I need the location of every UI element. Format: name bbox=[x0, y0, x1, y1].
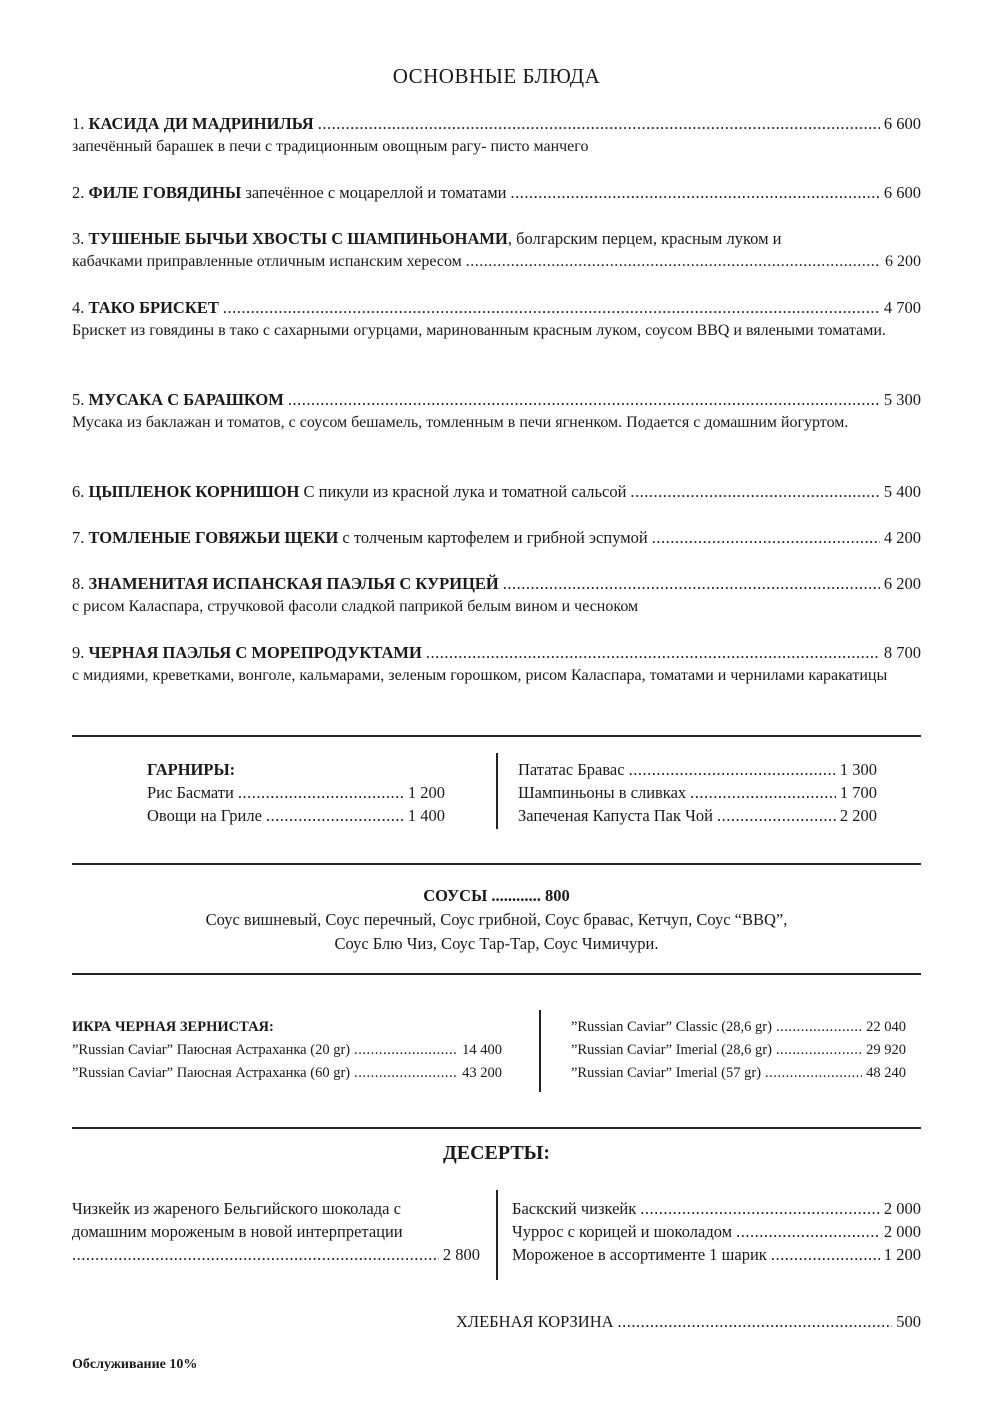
menu-line bbox=[512, 1220, 921, 1243]
dish-price: 6 200 bbox=[885, 253, 921, 270]
desserts-left bbox=[72, 1197, 480, 1266]
menu-text: домашним мороженым в новой интерпретации bbox=[72, 1222, 403, 1241]
dot-leader bbox=[466, 250, 881, 273]
menu-text: ХЛЕБНАЯ КОРЗИНА bbox=[456, 1312, 614, 1331]
menu-line bbox=[571, 1062, 906, 1085]
dot-leader bbox=[690, 781, 836, 804]
dot-leader bbox=[765, 1062, 862, 1085]
dot-leader bbox=[776, 1039, 862, 1062]
menu-text: Пататас Бравас bbox=[518, 760, 625, 779]
dish-description: Брискет из говядины в тако с сахарными огурцами, маринованным красным луком, соусом BBQ и вялеными томатами. bbox=[72, 322, 886, 339]
dot-leader bbox=[776, 1016, 862, 1039]
divider bbox=[496, 1190, 498, 1280]
menu-text: 2 000 bbox=[883, 1199, 921, 1218]
dish-price: 8 700 bbox=[883, 643, 921, 662]
menu-line bbox=[72, 641, 921, 664]
menu-line bbox=[72, 572, 921, 595]
dish-item bbox=[72, 526, 921, 549]
menu-text: 1 700 bbox=[839, 783, 877, 802]
dot-leader bbox=[266, 804, 404, 827]
divider bbox=[539, 1010, 541, 1092]
dish-description: с мидиями, креветками, вонголе, кальмарами, зеленым горошком, рисом Каласпара, томатами и чернилами каракатицы bbox=[72, 667, 888, 684]
menu-line bbox=[72, 1062, 502, 1085]
menu-text: 9. bbox=[72, 643, 85, 662]
dish-item bbox=[72, 641, 921, 687]
dish-title bbox=[72, 227, 781, 250]
menu-line bbox=[72, 296, 921, 319]
menu-text: Овощи на Гриле bbox=[147, 806, 262, 825]
dish-title bbox=[72, 641, 422, 664]
dot-leader bbox=[630, 480, 879, 503]
dish-description: Мусака из баклажан и томатов, с соусом бешамель, томленным в печи ягненком. Подается с домашним йогуртом. bbox=[72, 414, 849, 431]
menu-line bbox=[512, 1243, 921, 1266]
sides-right bbox=[518, 758, 877, 827]
service-charge: Обслуживание 10% bbox=[72, 1357, 198, 1372]
dish-description: запечённый барашек в печи с традиционным овощным рагу- писто манчего bbox=[72, 138, 589, 155]
dish-name: ТОМЛЕНЫЕ ГОВЯЖЬИ ЩЕКИ bbox=[88, 528, 339, 547]
menu-line bbox=[72, 388, 921, 411]
desserts-right bbox=[512, 1197, 921, 1266]
menu-text: 8. bbox=[72, 574, 85, 593]
menu-text: 2 800 bbox=[442, 1245, 480, 1264]
menu-line bbox=[571, 1016, 906, 1039]
caviar-heading: ИКРА ЧЕРНАЯ ЗЕРНИСТАЯ: bbox=[72, 1019, 274, 1035]
dish-name: ТУШЕНЫЕ БЫЧЬИ ХВОСТЫ С ШАМПИНЬОНАМИ bbox=[88, 229, 508, 248]
menu-line bbox=[518, 758, 877, 781]
dish-item bbox=[72, 388, 921, 434]
menu-line bbox=[72, 112, 921, 135]
menu-text: ”Russian Caviar” Паюсная Астраханка (60 gr) bbox=[72, 1065, 351, 1081]
dish-price: 6 600 bbox=[883, 114, 921, 133]
bread-basket bbox=[456, 1310, 921, 1333]
dish-title bbox=[72, 572, 499, 595]
dish-description: кабачками приправленные отличным испанским хересом bbox=[72, 253, 462, 270]
menu-text: 22 040 bbox=[866, 1019, 906, 1035]
menu-text: 1 200 bbox=[407, 783, 445, 802]
dot-leader bbox=[640, 1197, 880, 1220]
menu-text: 1. bbox=[72, 114, 85, 133]
menu-line bbox=[72, 250, 921, 273]
menu-text: С пикули из красной лука и томатной сальсой bbox=[303, 482, 627, 501]
dish-title bbox=[72, 181, 507, 204]
dot-leader bbox=[426, 641, 880, 664]
menu-text: 1 400 bbox=[407, 806, 445, 825]
sides-left bbox=[147, 758, 445, 827]
menu-text: 29 920 bbox=[866, 1042, 906, 1058]
menu-text: Шампиньоны в сливках bbox=[518, 783, 687, 802]
menu-line bbox=[456, 1310, 921, 1333]
sauces-list: Соус вишневый, Соус перечный, Соус грибной, Соус бравас, Кетчуп, Соус “BBQ”, bbox=[205, 910, 788, 929]
dot-leader bbox=[354, 1039, 458, 1062]
dish-title bbox=[72, 112, 314, 135]
dot-leader bbox=[771, 1243, 880, 1266]
dot-leader bbox=[288, 388, 880, 411]
dot-leader bbox=[223, 296, 880, 319]
menu-text: ”Russian Caviar” Паюсная Астраханка (20 gr) bbox=[72, 1042, 351, 1058]
dot-leader bbox=[717, 804, 836, 827]
sauces-heading: СОУСЫ ............ 800 bbox=[423, 886, 570, 905]
dish-name: МУСАКА С БАРАШКОМ bbox=[88, 390, 284, 409]
dot-leader bbox=[72, 1243, 439, 1266]
dot-leader bbox=[618, 1310, 893, 1333]
menu-text: 14 400 bbox=[462, 1042, 502, 1058]
dish-item bbox=[72, 227, 921, 273]
menu-text: Рис Басмати bbox=[147, 783, 234, 802]
menu-text: Баскский чизкейк bbox=[512, 1199, 637, 1218]
menu-text: Чуррос с корицей и шоколадом bbox=[512, 1222, 733, 1241]
menu-text: 1 300 bbox=[839, 760, 877, 779]
dot-leader bbox=[503, 572, 880, 595]
dish-name: ЦЫПЛЕНОК КОРНИШОН bbox=[88, 482, 300, 501]
menu-line bbox=[518, 781, 877, 804]
dot-leader bbox=[318, 112, 880, 135]
caviar-right bbox=[571, 1016, 906, 1085]
dish-item bbox=[72, 480, 921, 503]
menu-line bbox=[72, 227, 921, 250]
sauces-section bbox=[72, 884, 921, 956]
caviar-left bbox=[72, 1016, 502, 1085]
menu-text: 3. bbox=[72, 229, 85, 248]
dot-leader bbox=[736, 1220, 880, 1243]
menu-line bbox=[147, 804, 445, 827]
sides-heading: ГАРНИРЫ: bbox=[147, 760, 236, 779]
dish-item bbox=[72, 112, 921, 158]
menu-text: 2 000 bbox=[883, 1222, 921, 1241]
menu-text: 500 bbox=[896, 1312, 921, 1331]
dish-price: 4 700 bbox=[883, 298, 921, 317]
dish-item bbox=[72, 296, 921, 342]
page-title: ОСНОВНЫЕ БЛЮДА bbox=[392, 64, 601, 88]
menu-text: Запеченая Капуста Пак Чой bbox=[518, 806, 713, 825]
menu-text: 2 200 bbox=[839, 806, 877, 825]
menu-text: 4. bbox=[72, 298, 85, 317]
desserts-heading: ДЕСЕРТЫ: bbox=[443, 1142, 550, 1164]
dish-price: 5 400 bbox=[883, 482, 921, 501]
dot-leader bbox=[629, 758, 836, 781]
dish-name: ЧЕРНАЯ ПАЭЛЬЯ С МОРЕПРОДУКТАМИ bbox=[88, 643, 422, 662]
dish-name: ФИЛЕ ГОВЯДИНЫ bbox=[88, 183, 242, 202]
dot-leader bbox=[652, 526, 880, 549]
dot-leader bbox=[511, 181, 880, 204]
dish-title bbox=[72, 296, 219, 319]
dot-leader bbox=[238, 781, 404, 804]
menu-text: ”Russian Caviar” Imerial (57 gr) bbox=[571, 1065, 762, 1081]
menu-text: 7. bbox=[72, 528, 85, 547]
menu-text: 43 200 bbox=[462, 1065, 502, 1081]
dish-price: 6 200 bbox=[883, 574, 921, 593]
sauces-list: Соус Блю Чиз, Соус Тар-Тар, Соус Чимичури. bbox=[334, 934, 659, 953]
dot-leader bbox=[354, 1062, 458, 1085]
dish-price: 4 200 bbox=[883, 528, 921, 547]
divider bbox=[72, 973, 921, 975]
menu-line bbox=[571, 1039, 906, 1062]
menu-line bbox=[518, 804, 877, 827]
menu-line bbox=[72, 1243, 480, 1266]
menu-text: 2. bbox=[72, 183, 85, 202]
menu-text: запечённое с моцареллой и томатами bbox=[245, 183, 507, 202]
menu-text: Мороженое в ассортименте 1 шарик bbox=[512, 1245, 767, 1264]
menu-line bbox=[512, 1197, 921, 1220]
divider bbox=[72, 1127, 921, 1129]
menu-line bbox=[72, 526, 921, 549]
divider bbox=[72, 735, 921, 737]
menu-text: , болгарским перцем, красным луком и bbox=[507, 229, 782, 248]
dish-title bbox=[72, 526, 648, 549]
menu-line bbox=[147, 781, 445, 804]
menu-text: с толченым картофелем и грибной эспумой bbox=[342, 528, 648, 547]
divider bbox=[496, 753, 498, 829]
menu-line bbox=[72, 480, 921, 503]
menu-line bbox=[72, 1039, 502, 1062]
dish-name: ТАКО БРИСКЕТ bbox=[88, 298, 219, 317]
menu-text: 6. bbox=[72, 482, 85, 501]
menu-text: 1 200 bbox=[883, 1245, 921, 1264]
dish-title bbox=[72, 480, 626, 503]
dish-description: с рисом Каласпара, стручковой фасоли сладкой паприкой белым вином и чесноком bbox=[72, 598, 639, 615]
divider bbox=[72, 863, 921, 865]
menu-text: 5. bbox=[72, 390, 85, 409]
menu-line bbox=[72, 181, 921, 204]
dish-title bbox=[72, 388, 284, 411]
dish-item bbox=[72, 181, 921, 204]
menu-text: ”Russian Caviar” Classic (28,6 gr) bbox=[571, 1019, 772, 1035]
dish-name: КАСИДА ДИ МАДРИНИЛЬЯ bbox=[88, 114, 314, 133]
menu-text: ”Russian Caviar” Imerial (28,6 gr) bbox=[571, 1042, 772, 1058]
menu-text: Чизкейк из жареного Бельгийского шоколада с bbox=[72, 1199, 401, 1218]
dish-price: 6 600 bbox=[883, 183, 921, 202]
menu-text: 48 240 bbox=[866, 1065, 906, 1081]
dish-name: ЗНАМЕНИТАЯ ИСПАНСКАЯ ПАЭЛЬЯ С КУРИЦЕЙ bbox=[88, 574, 499, 593]
dish-item bbox=[72, 572, 921, 618]
dish-price: 5 300 bbox=[883, 390, 921, 409]
